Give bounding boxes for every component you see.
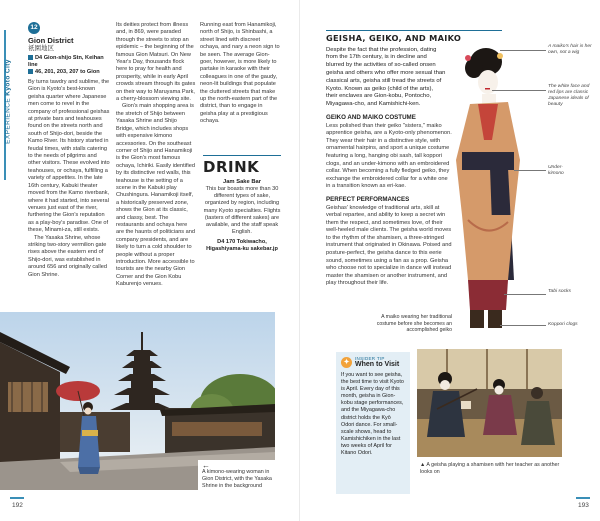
annotation-leader <box>504 294 546 295</box>
page-marker <box>10 497 24 499</box>
annotation-makeup: The white face and red lips are classic Japanese ideals of beauty <box>548 84 590 107</box>
body-paragraph: The Yasaka Shrine, whose striking two-story vermilion gate rises above the eastern end of Shijo-dori, was established in around 656 and originally called Gion Shrine. <box>28 234 107 278</box>
maiko-illustration <box>448 40 538 340</box>
annotation-underkimono: Under-kimono <box>548 165 564 176</box>
bus-icon <box>28 69 33 74</box>
tip-kicker: INSIDER TIP <box>355 356 385 361</box>
page-number-left: 192 <box>12 502 23 509</box>
lightbulb-icon: ✦ <box>341 357 352 368</box>
column-2 <box>116 22 196 289</box>
feature-title: GEISHA, GEIKO, AND MAIKO <box>326 30 502 43</box>
page-number-right: 193 <box>578 502 589 509</box>
annotation-leader <box>500 325 546 326</box>
annotation-clogs: Koppori clogs <box>548 322 578 327</box>
page-marker <box>576 497 590 499</box>
drink-address: D4 170 Tokiwacho, Higashiyama-ku sakebar.jp <box>206 239 278 253</box>
side-tab-label: EXPERIENCE Kyoto City <box>4 59 12 144</box>
column-1 <box>28 22 110 279</box>
tip-header <box>341 356 405 368</box>
caption-arrow-icon: ← <box>202 461 210 470</box>
annotation-leader <box>500 50 546 51</box>
shamisen-photo <box>417 349 562 457</box>
annotation-tabi: Tabi socks <box>548 289 571 294</box>
section-body: Less polished than their geiko "sisters," maiko apprentice geisha, are a Kyoto-only phenomenon. They wear their hair in a distinctive style, with ornamental hairpins, and sport a unique costume featuring a long, hanging obi sash, tall koppori clogs, and an under-kimono with an embroidered collar. When becoming a fully fledged geiko, they exchange the embroidered collar for a white one in a transition known as eri-kae. <box>326 122 452 190</box>
caption-arrow-icon: ▲ <box>420 462 427 468</box>
column-3 <box>200 22 280 126</box>
shamisen-caption: ▲ A geisha playing a shamisen with her teacher as another looks on <box>420 462 560 475</box>
entry-info: D4 Gion-shijo Stn, Keihan line 46, 201, 203, 207 to Gion <box>28 55 104 75</box>
feature-intro: Despite the fact that the profession, dating from the 17th century, is in decline and blurred by the activities of so-called onsen geisha and others who offer more sexual than classical arts, geisha still tread the streets of Kyoto. Known as geiko (child of the arts), their enclaves are Gion-kobu, Pontocho, Miyagawa-cho, and Kamishichi-ken. <box>326 46 446 108</box>
entry-title: Gion District <box>28 36 74 45</box>
tip-title: When to Visit <box>355 361 400 368</box>
maiko-caption: A maiko wearing her traditional costume before she becomes an accomplished geiko <box>376 314 452 334</box>
tip-body: If you want to see geisha, the best time to visit Kyoto is April. Every day of this month, geisha in Gion-kobu stage performances, and the Miyagawa-cho district holds the Kyō Odori dance. For small-scale shows, head to Kamishichiken in the last two weeks of April for Kitano Odori. <box>341 372 404 457</box>
entry-title-japanese: 祇園地区 <box>28 45 54 52</box>
annotation-hair: A maiko's hair is her own, not a wig <box>548 44 592 55</box>
insider-tip-box <box>336 352 410 494</box>
annotation-leader <box>514 170 546 171</box>
body-paragraph: Its deities protect from illness and, in 869, were paraded through the streets to stop an epidemic – the beginning of the famous Gion Matsuri. On New Year's Day, thousands flock here to pray for health and prosperity, while in early April crowds stream through its gates on their way to Maruyama Park, a cherry-blossom viewing site. <box>116 22 196 103</box>
body-paragraph: Running east from Hanamikoji, north of Shijo, is Shinbashi, a street lined with discreet ochaya, and nary a neon sign to be seen. The average Gion-goer, however, is more likely to partake in karaoke with their colleagues in one of the gaudy, neon-lit buildings that populate the cluttered streets that make up the north-eastern part of the district, than to engage in geisha play at a prestigious ochaya. <box>200 22 280 125</box>
section-body: Geishas' knowledge of traditional arts, skill at verbal repartee, and ability to keep a secret win them the respect, and sometimes love, of their well-heeled male clients. The geisha world moves to the rhythm of the shamisen, a three-stringed instrument that originated in Okinawa. Poised and posture-perfect, the geisha dance to this eerie sound, sometimes using a fan as a prop. Geisha who choose not to specialize in dance will instead master the shamisen or another instrument, and play throughout their life. <box>326 204 452 287</box>
left-photo-caption: ← A kimono-wearing woman in Gion District, with the Yasaka Shrine in the background <box>198 460 278 491</box>
drink-description: This bar boasts more than 30 different types of sake, organized by region, including many Kyoto specialties. Flights (tasters of different sakes) are available, and the staff speak English. <box>203 186 281 236</box>
body-paragraph: By turns tawdry and sublime, the Gion is Kyoto's best-known geisha quarter where Japanese men come to revel in the company of professional geishas at private bars and teahouses found on the streets north and south of Shijo-dori, beside the Kamo River. Its history started in feudal times, with stalls catering to the needs of pilgrims and other visitors. These evolved into teahouses, or ochaya, fulfilling a variety of appetites. In the late 16th century, Kabuki theater moved from the Kamo riverbank, where it had started, into several venues just east of the river, furthering the Gion's reputation as a play-boy's paradise. One of these, Minami-za, still exists. <box>28 79 110 234</box>
shamisen-illustration <box>417 349 562 457</box>
section-heading: PERFECT PERFORMANCES <box>326 195 410 203</box>
drink-heading: DRINK <box>203 158 260 176</box>
entry-number-badge: 12 <box>28 22 40 34</box>
map-pin-icon <box>28 55 33 60</box>
body-paragraph: Gion's main shopping area is the stretch of Shijo between Yasaka Shrine and Shijo Bridge, which includes shops with expensive kimono accessories. On the southeast corner of Shijo and Hanamikoji is the Gion's most famous ochaya, Ichiriki. Easily identified by its distinctive red walls, this teahouse is the setting of a scene in the Kabuki play Chushingura. Hanamikoji itself, a historically preserved zone, shows the Gion at its classic, and classy, best. The restaurants and ochaya here are the haunts of politicians and company presidents, and are likely to turn a cold shoulder to people without a proper introduction. More accessible to tourists are the nearby Gion Corner and the Gion Kobu Kaburenjo venues. <box>116 103 195 288</box>
section-heading: GEIKO AND MAIKO COSTUME <box>326 113 416 121</box>
section-side-tab <box>0 30 12 180</box>
drink-venue-name: Jam Sake Bar <box>222 179 262 185</box>
drink-box <box>203 155 281 253</box>
annotation-leader <box>492 90 546 91</box>
